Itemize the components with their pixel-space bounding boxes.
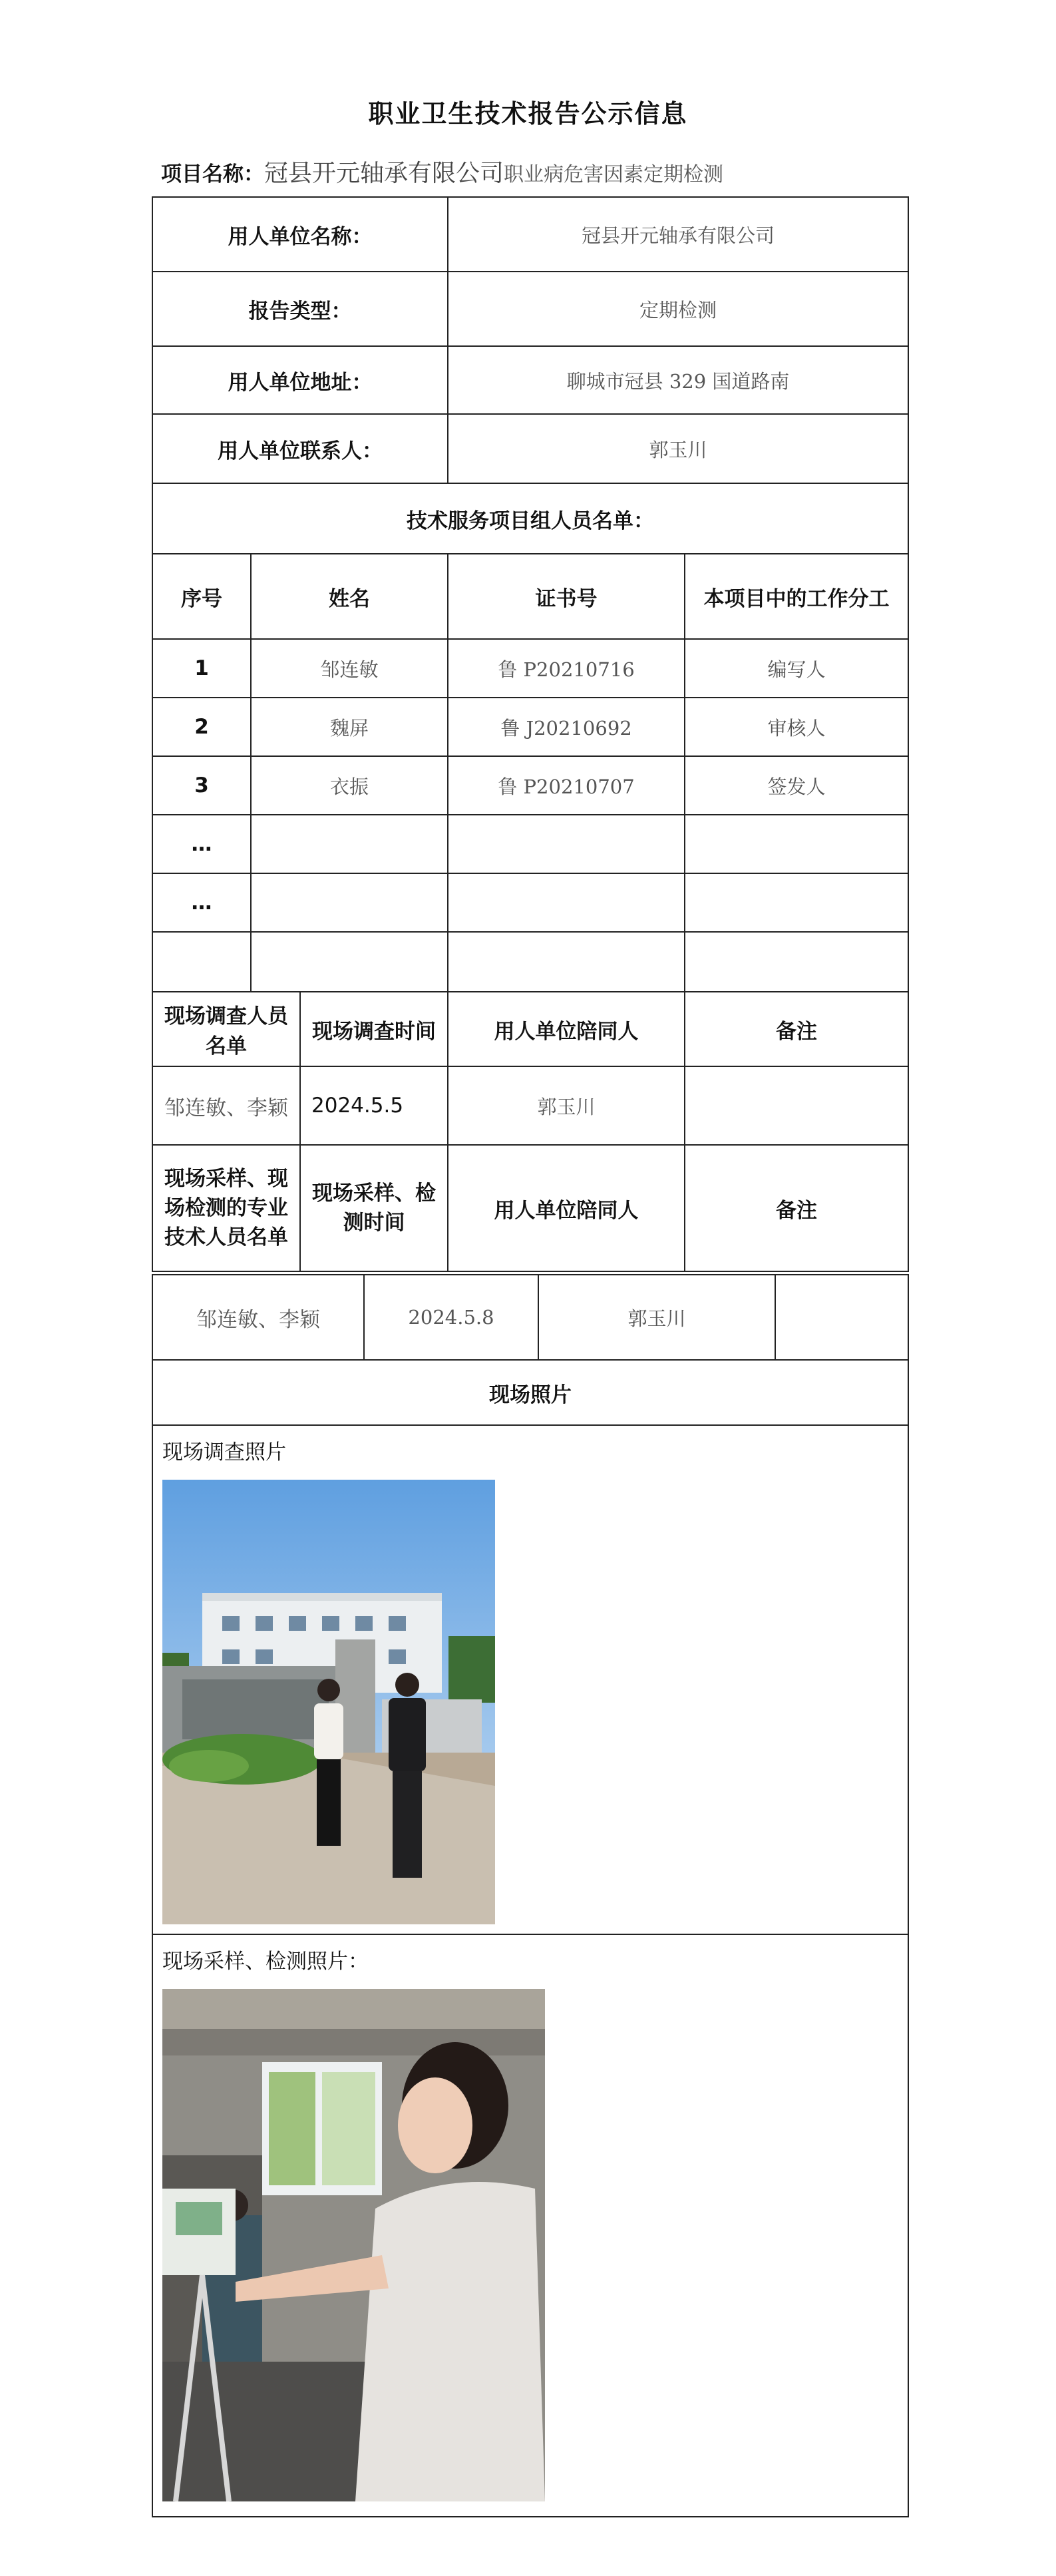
- info-value: 郭玉川: [448, 414, 908, 483]
- team-no: 1: [152, 639, 251, 698]
- sampling-header: 备注: [685, 1145, 908, 1271]
- survey-header-row: [152, 992, 908, 1066]
- team-role: 编写人: [685, 639, 908, 698]
- info-row: [152, 346, 908, 414]
- survey-header: 现场调查人员名单: [152, 992, 300, 1066]
- team-header-row: [152, 554, 908, 639]
- project-name: [161, 154, 723, 188]
- sampling-photo-label: 现场采样、检测照片：: [162, 1950, 369, 1974]
- team-row: [152, 756, 908, 815]
- sampling-companion: 郭玉川: [538, 1275, 775, 1360]
- team-no: …: [152, 815, 251, 873]
- info-value: 冠县开元轴承有限公司: [448, 197, 908, 272]
- survey-header: 备注: [685, 992, 908, 1066]
- project-label: 项目名称：: [161, 162, 264, 186]
- report-info-table: [152, 196, 909, 1272]
- team-role: 签发人: [685, 756, 908, 815]
- team-header: 序号: [152, 554, 251, 639]
- team-row: [152, 815, 908, 873]
- team-name: [251, 932, 448, 992]
- team-no: 3: [152, 756, 251, 815]
- info-row: [152, 414, 908, 483]
- sampling-names: 邹连敏、李颖: [152, 1275, 364, 1360]
- info-label: 用人单位联系人：: [152, 414, 448, 483]
- team-header: 证书号: [448, 554, 685, 639]
- person-figure: [389, 1673, 426, 1878]
- team-name: [251, 815, 448, 873]
- team-no: 2: [152, 698, 251, 756]
- team-title: 技术服务项目组人员名单：: [152, 483, 908, 554]
- team-no: [152, 932, 251, 992]
- team-cert: [448, 873, 685, 932]
- team-name: [251, 873, 448, 932]
- sampling-remark: [775, 1275, 908, 1360]
- team-header: 姓名: [251, 554, 448, 639]
- survey-companion: 郭玉川: [448, 1066, 685, 1145]
- page-title: 职业卫生技术报告公示信息: [368, 99, 688, 128]
- project-type: 职业病危害因素定期检测: [504, 163, 724, 186]
- survey-row: [152, 1066, 908, 1145]
- survey-header: 用人单位陪同人: [448, 992, 685, 1066]
- team-header: 本项目中的工作分工: [685, 554, 908, 639]
- survey-photo: [162, 1480, 495, 1924]
- team-no: …: [152, 873, 251, 932]
- project-company: 冠县开元轴承有限公司: [264, 160, 504, 187]
- sampling-time: 2024.5.8: [364, 1275, 538, 1360]
- team-role: [685, 873, 908, 932]
- team-role: [685, 932, 908, 992]
- sampling-header-row: [152, 1145, 908, 1271]
- sampling-header: 现场采样、现场检测的专业技术人员名单: [152, 1145, 300, 1271]
- sampling-row: [152, 1275, 908, 1360]
- person-figure: [314, 1679, 343, 1846]
- team-row: [152, 698, 908, 756]
- info-label: 用人单位地址：: [152, 346, 448, 414]
- survey-names: 邹连敏、李颖: [152, 1066, 300, 1145]
- survey-photo-label: 现场调查照片: [162, 1440, 286, 1464]
- team-name: 邹连敏: [251, 639, 448, 698]
- team-cert: [448, 932, 685, 992]
- sampling-header: 用人单位陪同人: [448, 1145, 685, 1271]
- info-label: 报告类型：: [152, 272, 448, 346]
- team-row: [152, 932, 908, 992]
- team-row: [152, 639, 908, 698]
- team-cert: 鲁 P20210716: [448, 639, 685, 698]
- team-cert: [448, 815, 685, 873]
- team-row: [152, 873, 908, 932]
- info-row: [152, 272, 908, 346]
- survey-remark: [685, 1066, 908, 1145]
- info-value: 聊城市冠县 329 国道路南: [448, 346, 908, 414]
- info-row: [152, 197, 908, 272]
- survey-photo-cell: [152, 1425, 908, 1934]
- info-value: 定期检测: [448, 272, 908, 346]
- team-name: 魏屏: [251, 698, 448, 756]
- survey-time: 2024.5.5: [300, 1066, 448, 1145]
- team-role: 审核人: [685, 698, 908, 756]
- photo-table: [152, 1274, 909, 2517]
- photos-section-title: 现场照片: [152, 1360, 908, 1425]
- team-name: 衣振: [251, 756, 448, 815]
- team-cert: 鲁 P20210707: [448, 756, 685, 815]
- info-label: 用人单位名称：: [152, 197, 448, 272]
- team-role: [685, 815, 908, 873]
- sampling-photo-cell: [152, 1934, 908, 2517]
- team-cert: 鲁 J20210692: [448, 698, 685, 756]
- sampling-header: 现场采样、检测时间: [300, 1145, 448, 1271]
- sampling-photo: [162, 1989, 545, 2501]
- survey-header: 现场调查时间: [300, 992, 448, 1066]
